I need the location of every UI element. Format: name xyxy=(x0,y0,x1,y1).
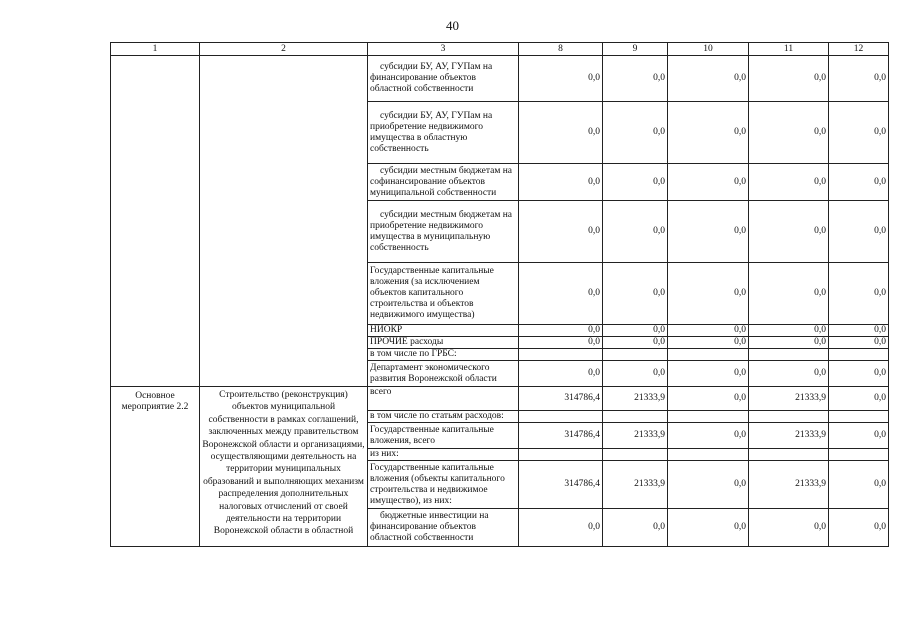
value-cell: 0,0 xyxy=(749,325,829,337)
value-cell xyxy=(519,411,603,423)
row-label: субсидии местным бюджетам на приобретение недвижимого имущества в муниципальную собственность xyxy=(368,201,519,263)
value-cell: 0,0 xyxy=(668,387,749,411)
row-label: НИОКР xyxy=(368,325,519,337)
value-cell: 0,0 xyxy=(603,509,668,547)
value-cell: 0,0 xyxy=(749,164,829,201)
table-row xyxy=(111,56,889,102)
value-cell xyxy=(829,349,889,361)
header-cell: 2 xyxy=(200,43,368,56)
value-cell: 0,0 xyxy=(603,164,668,201)
value-cell: 0,0 xyxy=(829,56,889,102)
value-cell xyxy=(519,349,603,361)
value-cell: 0,0 xyxy=(668,337,749,349)
value-cell: 0,0 xyxy=(519,164,603,201)
value-cell xyxy=(519,449,603,461)
value-cell: 0,0 xyxy=(668,102,749,164)
row-label: субсидии местным бюджетам на софинансирование объектов муниципальной собственности xyxy=(368,164,519,201)
row-label: в том числе по ГРБС: xyxy=(368,349,519,361)
header-cell: 3 xyxy=(368,43,519,56)
row-label: ПРОЧИЕ расходы xyxy=(368,337,519,349)
row-label: субсидии БУ, АУ, ГУПам на финансирование объектов областной собственности xyxy=(368,56,519,102)
activity-code-cell: Основное мероприятие 2.2 xyxy=(111,387,200,547)
value-cell: 0,0 xyxy=(829,102,889,164)
value-cell: 0,0 xyxy=(749,337,829,349)
value-cell: 314786,4 xyxy=(519,423,603,449)
activity-description-cell: Строительство (реконструкция) объектов муниципальной собственности в рамках соглашений, заключенных между правительством Воронежской области и организациями, осуществляющими деятельность на территории муниципальных образований и выполняющих механизм распределения дополнительных налоговых отчислений от своей деятельности на территории Воронежской области в областной xyxy=(200,387,368,547)
value-cell xyxy=(668,411,749,423)
blank-cell xyxy=(200,56,368,387)
value-cell: 0,0 xyxy=(749,201,829,263)
value-cell: 0,0 xyxy=(519,509,603,547)
header-cell: 1 xyxy=(111,43,200,56)
header-cell: 10 xyxy=(668,43,749,56)
row-label: в том числе по статьям расходов: xyxy=(368,411,519,423)
value-cell: 314786,4 xyxy=(519,461,603,509)
row-label: из них: xyxy=(368,449,519,461)
value-cell: 0,0 xyxy=(668,361,749,387)
value-cell: 0,0 xyxy=(829,423,889,449)
value-cell: 0,0 xyxy=(829,325,889,337)
row-label: Департамент экономического развития Воронежской области xyxy=(368,361,519,387)
row-label: Государственные капитальные вложения, всего xyxy=(368,423,519,449)
row-label: бюджетные инвестиции на финансирование объектов областной собственности xyxy=(368,509,519,547)
value-cell: 0,0 xyxy=(749,102,829,164)
value-cell xyxy=(603,349,668,361)
value-cell: 0,0 xyxy=(749,263,829,325)
value-cell: 0,0 xyxy=(668,325,749,337)
header-cell: 11 xyxy=(749,43,829,56)
value-cell: 0,0 xyxy=(603,102,668,164)
value-cell: 0,0 xyxy=(668,509,749,547)
value-cell: 0,0 xyxy=(829,509,889,547)
value-cell: 0,0 xyxy=(749,361,829,387)
value-cell: 0,0 xyxy=(603,361,668,387)
value-cell: 0,0 xyxy=(603,201,668,263)
value-cell: 21333,9 xyxy=(749,461,829,509)
value-cell xyxy=(749,449,829,461)
value-cell: 21333,9 xyxy=(603,461,668,509)
value-cell: 0,0 xyxy=(668,201,749,263)
value-cell: 0,0 xyxy=(829,263,889,325)
value-cell xyxy=(603,449,668,461)
value-cell: 0,0 xyxy=(668,263,749,325)
row-label: субсидии БУ, АУ, ГУПам на приобретение недвижимого имущества в областную собственность xyxy=(368,102,519,164)
value-cell: 0,0 xyxy=(519,337,603,349)
page-number: 40 xyxy=(446,18,459,33)
value-cell: 0,0 xyxy=(603,263,668,325)
value-cell: 0,0 xyxy=(668,423,749,449)
table-row xyxy=(111,387,889,411)
value-cell: 0,0 xyxy=(519,263,603,325)
value-cell: 21333,9 xyxy=(603,387,668,411)
value-cell: 21333,9 xyxy=(749,387,829,411)
header-row xyxy=(111,43,889,56)
value-cell: 0,0 xyxy=(603,337,668,349)
row-label: всего xyxy=(368,387,519,411)
value-cell xyxy=(668,349,749,361)
value-cell: 314786,4 xyxy=(519,387,603,411)
header-cell: 8 xyxy=(519,43,603,56)
value-cell xyxy=(829,411,889,423)
value-cell xyxy=(749,349,829,361)
value-cell: 0,0 xyxy=(519,102,603,164)
value-cell: 0,0 xyxy=(829,337,889,349)
value-cell: 0,0 xyxy=(749,509,829,547)
value-cell: 0,0 xyxy=(829,461,889,509)
row-label: Государственные капитальные вложения (объекты капитального строительства и недвижимое имущество), из них: xyxy=(368,461,519,509)
value-cell: 0,0 xyxy=(519,201,603,263)
value-cell: 0,0 xyxy=(603,325,668,337)
row-label: Государственные капитальные вложения (за исключением объектов капитального строительства и объектов недвижимого имущества) xyxy=(368,263,519,325)
value-cell: 0,0 xyxy=(829,164,889,201)
value-cell: 0,0 xyxy=(519,325,603,337)
value-cell xyxy=(603,411,668,423)
value-cell: 0,0 xyxy=(829,387,889,411)
value-cell: 0,0 xyxy=(519,361,603,387)
value-cell: 0,0 xyxy=(668,56,749,102)
budget-table xyxy=(110,42,889,547)
value-cell: 0,0 xyxy=(749,56,829,102)
header-cell: 9 xyxy=(603,43,668,56)
value-cell: 21333,9 xyxy=(749,423,829,449)
value-cell xyxy=(749,411,829,423)
value-cell: 21333,9 xyxy=(603,423,668,449)
header-cell: 12 xyxy=(829,43,889,56)
value-cell: 0,0 xyxy=(829,361,889,387)
value-cell: 0,0 xyxy=(668,461,749,509)
value-cell xyxy=(829,449,889,461)
value-cell xyxy=(668,449,749,461)
value-cell: 0,0 xyxy=(668,164,749,201)
value-cell: 0,0 xyxy=(519,56,603,102)
value-cell: 0,0 xyxy=(603,56,668,102)
blank-cell xyxy=(111,56,200,387)
value-cell: 0,0 xyxy=(829,201,889,263)
